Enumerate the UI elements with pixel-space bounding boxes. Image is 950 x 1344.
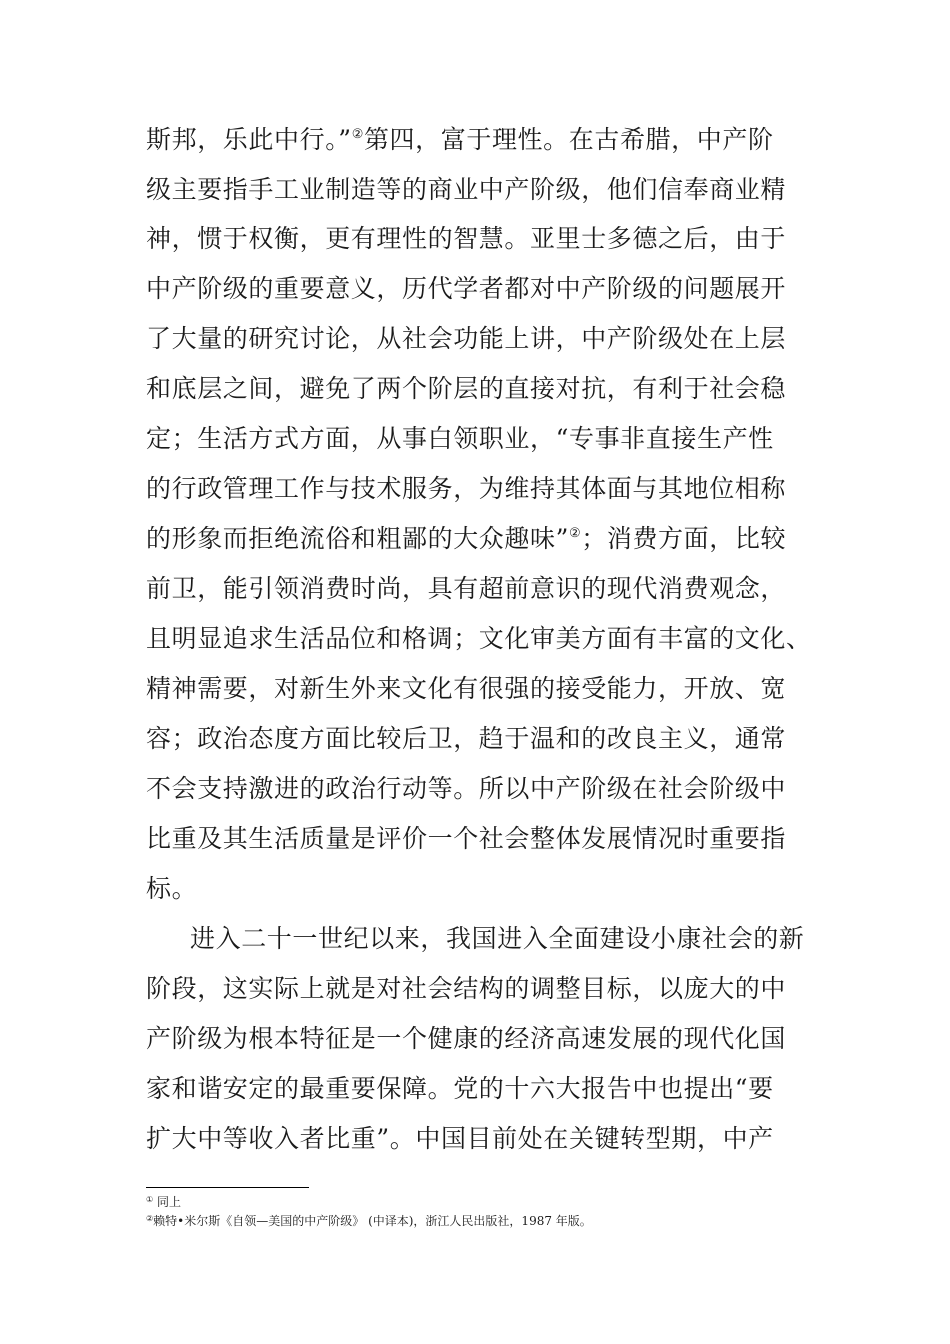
body-line-15: 比重及其生活质量是评价一个社会整体发展情况时重要指 xyxy=(146,824,787,853)
body-line-11: 且明显追求生活品位和格调；文化审美方面有丰富的文化、 xyxy=(146,624,812,653)
footnote-1 xyxy=(146,1194,181,1210)
body-line-6: 和底层之间，避免了两个阶层的直接对抗，有利于社会稳 xyxy=(146,374,787,403)
body-line-19: 产阶级为根本特征是一个健康的经济高速发展的现代化国 xyxy=(146,1024,787,1053)
body-line-18: 阶段，这实际上就是对社会结构的调整目标，以庞大的中 xyxy=(146,974,787,1003)
body-line-21: 扩大中等收入者比重”。中国目前处在关键转型期，中产 xyxy=(146,1124,774,1153)
footnote-text: 赖特•米尔斯《自领—美国的中产阶级》 (中译本)，浙江人民出版社，1987 年版。 xyxy=(153,1214,592,1228)
body-text: 的形象而拒绝流俗和粗鄙的大众趣味” xyxy=(146,524,569,553)
body-text: 第四，富于理性。在古希腊，中产阶 xyxy=(363,125,774,154)
body-line-1 xyxy=(146,125,774,155)
body-line-10: 前卫，能引领消费时尚，具有超前意识的现代消费观念， xyxy=(146,574,787,603)
body-line-20: 家和谐安定的最重要保障。党的十六大报告中也提出“要 xyxy=(146,1074,774,1103)
body-line-9 xyxy=(146,524,786,554)
body-line-12: 精神需要，对新生外来文化有很强的接受能力，开放、宽 xyxy=(146,674,787,703)
body-text: 斯邦，乐此中行。” xyxy=(146,125,352,154)
paragraph-start-line: 进入二十一世纪以来，我国进入全面建设小康社会的新 xyxy=(190,924,805,953)
body-line-4: 中产阶级的重要意义，历代学者都对中产阶级的问题展开 xyxy=(146,274,787,303)
footnote-mark: ① xyxy=(146,1195,154,1204)
footnote-reference[interactable]: ② xyxy=(351,127,364,142)
body-text: ；消费方面，比较 xyxy=(581,524,787,553)
footnote-reference[interactable]: ② xyxy=(568,526,582,541)
body-line-14: 不会支持激进的政治行动等。所以中产阶级在社会阶级中 xyxy=(146,774,787,803)
footnote-2 xyxy=(146,1213,592,1229)
body-line-13: 容；政治态度方面比较后卫，趋于温和的改良主义，通常 xyxy=(146,724,787,753)
body-line-8: 的行政管理工作与技术服务，为维持其体面与其地位相称 xyxy=(146,474,787,503)
footnote-mark: ② xyxy=(146,1214,154,1223)
body-line-3: 神，惯于权衡，更有理性的智慧。亚里士多德之后，由于 xyxy=(146,224,787,253)
body-line-5: 了大量的研究讨论，从社会功能上讲，中产阶级处在上层 xyxy=(146,324,787,353)
body-line-7: 定；生活方式方面，从事白领职业，“专事非直接生产性 xyxy=(146,424,774,453)
body-line-2: 级主要指手工业制造等的商业中产阶级，他们信奉商业精 xyxy=(146,175,787,204)
footnote-text: 同上 xyxy=(153,1195,181,1209)
body-line-16: 标。 xyxy=(146,874,198,903)
footnote-separator xyxy=(146,1187,309,1188)
